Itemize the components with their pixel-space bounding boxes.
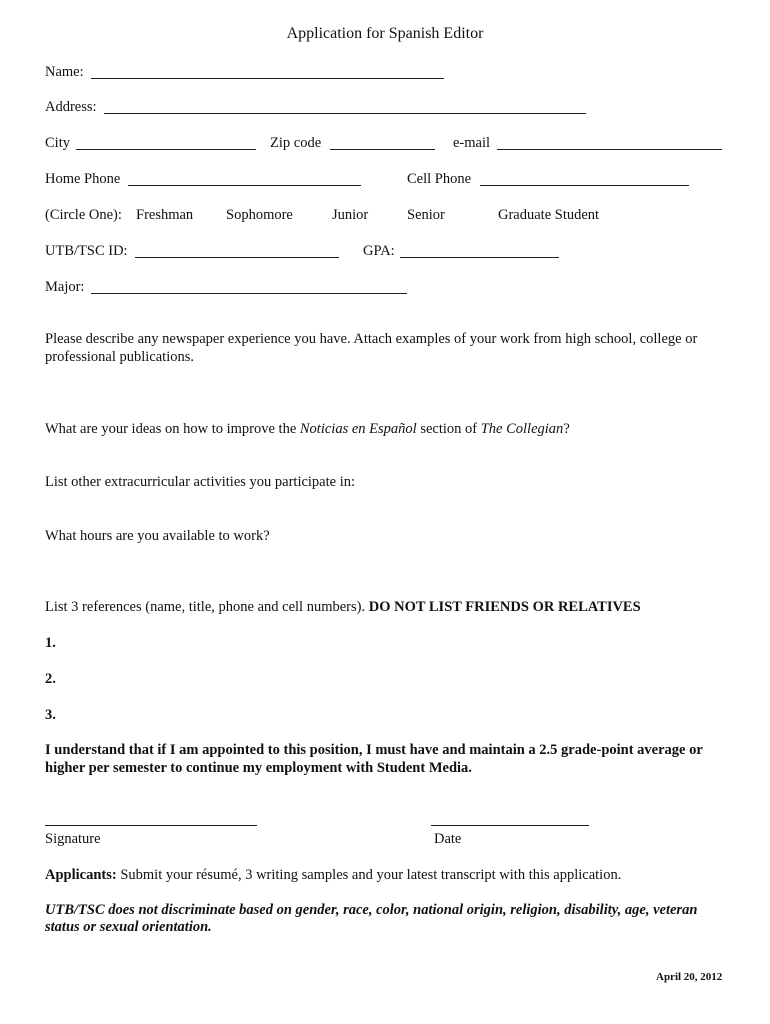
option-freshman[interactable]: Freshman [136,207,194,223]
applicants-note: Applicants: Submit your résumé, 3 writing samples and your latest transcript with this application. [45,867,622,883]
name-field[interactable] [91,78,444,79]
page-title: Application for Spanish Editor [286,25,484,42]
gpa-field[interactable] [400,257,559,258]
id-label: UTB/TSC ID: [45,243,128,259]
reference-1: 1. [45,635,56,651]
city-label: City [45,135,70,151]
experience-question: Please describe any newspaper experience you have. Attach examples of your work from high school, college or professional publications. [45,331,698,365]
ideas-question: What are your ideas on how to improve the Noticias en Español section of The Collegian? [45,421,570,437]
zip-field[interactable] [330,149,435,150]
references-question: List 3 references (name, title, phone and cell numbers). DO NOT LIST FRIENDS OR RELATIVES [45,599,641,615]
option-sophomore[interactable]: Sophomore [226,207,293,223]
major-field[interactable] [91,293,407,294]
major-label: Major: [45,279,85,295]
email-field[interactable] [497,149,722,150]
home-phone-label: Home Phone [45,171,121,187]
email-label: e-mail [453,135,491,151]
activities-question: List other extracurricular activities you participate in: [45,474,356,490]
signature-label: Signature [45,831,101,847]
reference-3: 3. [45,707,56,723]
address-label: Address: [45,99,97,115]
zip-label: Zip code [270,135,322,151]
city-field[interactable] [76,149,256,150]
option-graduate-student[interactable]: Graduate Student [498,207,600,223]
signature-field[interactable] [45,825,257,826]
cell-phone-field[interactable] [480,185,689,186]
date-field[interactable] [431,825,589,826]
circle-one-label: (Circle One): [45,207,122,223]
address-field[interactable] [104,113,586,114]
nondiscrimination-statement: UTB/TSC does not discriminate based on gender, race, color, national origin, religion, disability, age, veteran status or sexual orientation. [45,902,698,935]
option-senior[interactable]: Senior [407,207,445,223]
id-field[interactable] [135,257,339,258]
name-label: Name: [45,64,84,80]
home-phone-field[interactable] [128,185,361,186]
agreement-statement: I understand that if I am appointed to this position, I must have and maintain a 2.5 grade-point average or higher per semester to continue my employment with Student Media. [45,742,703,776]
hours-question: What hours are you available to work? [45,528,270,544]
date-label: Date [434,831,462,847]
cell-phone-label: Cell Phone [407,171,472,187]
footer-date: April 20, 2012 [656,971,723,983]
reference-2: 2. [45,671,56,687]
option-junior[interactable]: Junior [332,207,369,223]
gpa-label: GPA: [363,243,395,259]
